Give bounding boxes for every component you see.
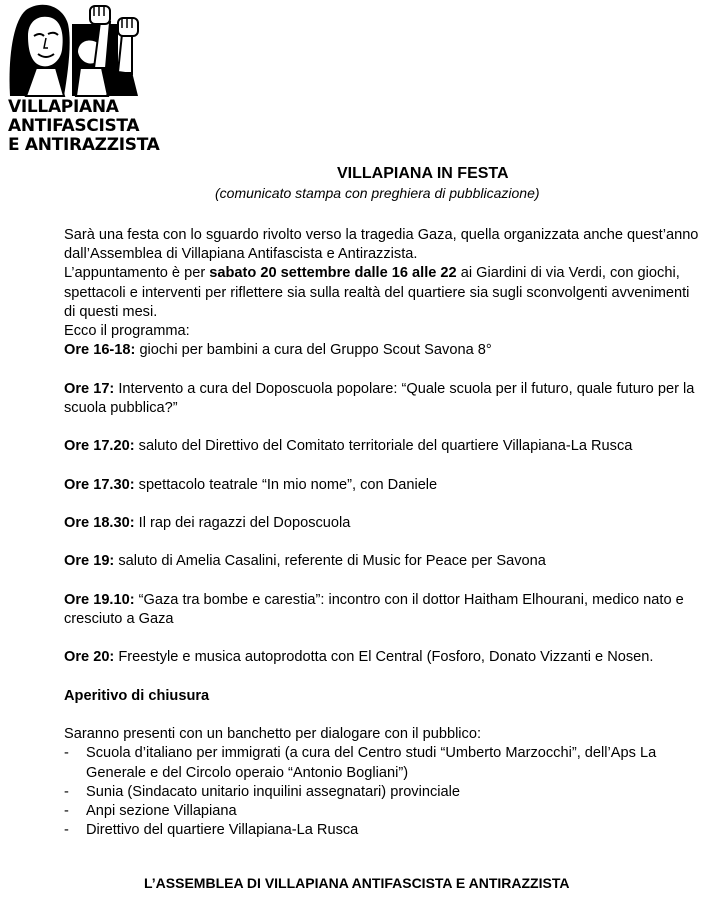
closing-heading: Aperitivo di chiusura [64, 687, 210, 704]
program-text: Il rap dei ragazzi del Doposcuola [134, 514, 351, 531]
program-item [64, 648, 704, 667]
program-item [64, 476, 704, 495]
intro-paragraph-3: Ecco il programma: [64, 323, 190, 340]
event-date: sabato 20 settembre dalle 16 alle 22 [209, 265, 457, 282]
program-time: Ore 18.30: [64, 514, 135, 531]
program-text: saluto del Direttivo del Comitato territoriale del quartiere Villapiana-La Rusca [134, 438, 633, 455]
program-text: “Gaza tra bombe e carestia”: incontro con il dottor Haitham Elhourani, medico nato e cresciuto a Gaza [64, 591, 684, 627]
raised-fists-portrait-icon [6, 2, 146, 98]
intro-p2-rest: ai Giardini di via Verdi, con giochi, spettacoli e interventi per riflettere sia sulla realtà del quartiere sia sugli sconvolgenti avvenimenti di questi mesi. [64, 265, 690, 320]
program-item [64, 380, 704, 418]
program-item [64, 514, 704, 533]
logo [6, 2, 160, 158]
list-item: - Direttivo del quartiere Villapiana-La Rusca [64, 821, 704, 840]
program-item [64, 552, 704, 571]
program-text: spettacolo teatrale “In mio nome”, con Daniele [134, 476, 438, 493]
signature: L’ASSEMBLEA DI VILLAPIANA ANTIFASCISTA E ANTIRAZZISTA [144, 875, 570, 891]
stands-intro: Saranno presenti con un banchetto per dialogare con il pubblico: [64, 726, 482, 743]
list-item: - Anpi sezione Villapiana [64, 802, 704, 821]
list-item: - Scuola d’italiano per immigrati (a cura del Centro studi “Umberto Marzocchi”, dell’Aps La Generale e del Circolo operaio “Antonio Bogliani”) [64, 744, 704, 782]
program-time: Ore 19.10: [64, 591, 135, 608]
intro-p2-lead: L’appuntamento è per [64, 265, 210, 282]
program-time: Ore 20: [64, 649, 115, 666]
list-item: - Sunia (Sindacato unitario inquilini assegnatari) provinciale [64, 783, 704, 802]
logo-line-2: ANTIFASCISTA [8, 116, 140, 136]
press-release-body [64, 226, 704, 840]
page-subtitle: (comunicato stampa con preghiera di pubblicazione) [215, 185, 540, 201]
logo-line-3: E ANTIRAZZISTA [8, 135, 160, 155]
logo-wordmark [8, 97, 160, 155]
page-title: VILLAPIANA IN FESTA [337, 165, 509, 182]
program-text: Freestyle e musica autoprodotta con El Central (Fosforo, Donato Vizzanti e Nosen. [114, 649, 654, 666]
program-time: Ore 17: [64, 380, 115, 397]
intro-paragraph-2 [64, 264, 704, 322]
program-text: Intervento a cura del Doposcuola popolare: “Quale scuola per il futuro, quale futuro per la scuola pubblica?” [64, 380, 695, 416]
program-item [64, 591, 704, 629]
program-item [64, 437, 704, 456]
program-time: Ore 16-18: [64, 342, 136, 359]
program-text: saluto di Amelia Casalini, referente di Music for Peace per Savona [114, 553, 546, 570]
program-time: Ore 17.20: [64, 438, 135, 455]
logo-line-1: VILLAPIANA [8, 97, 119, 117]
stands-list [64, 744, 704, 840]
program-item [64, 341, 704, 360]
program-text: giochi per bambini a cura del Gruppo Scout Savona 8° [135, 342, 492, 359]
intro-paragraph-1: Sarà una festa con lo sguardo rivolto verso la tragedia Gaza, quella organizzata anche quest’anno dall’Assemblea di Villapiana Antifascista e Antirazzista. [64, 227, 699, 263]
program-time: Ore 19: [64, 553, 115, 570]
program-time: Ore 17.30: [64, 476, 135, 493]
